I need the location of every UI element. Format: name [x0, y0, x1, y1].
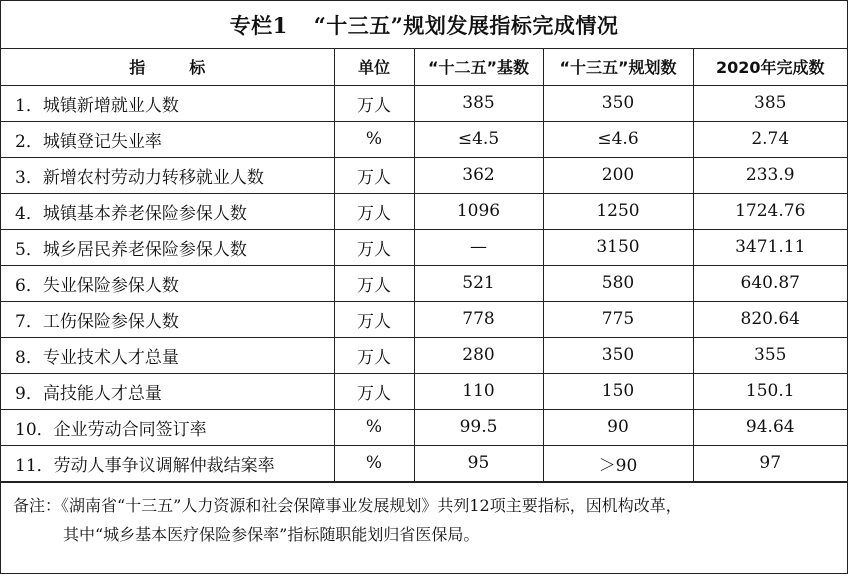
panel-title [1, 1, 847, 49]
header-12th-base: “十二五”基数 [414, 49, 543, 85]
table-row [1, 193, 847, 229]
cell-plan-13th: ＞90 [543, 445, 693, 481]
cell-actual-2020: 150.1 [693, 373, 847, 409]
cell-actual-2020: 820.64 [693, 301, 847, 337]
cell-base-12th: 110 [414, 373, 543, 409]
cell-base-12th: ≤4.5 [414, 121, 543, 157]
cell-base-12th: 385 [414, 85, 543, 121]
cell-actual-2020: 3471.11 [693, 229, 847, 265]
cell-base-12th: 362 [414, 157, 543, 193]
cell-actual-2020: 233.9 [693, 157, 847, 193]
cell-unit: % [334, 445, 414, 481]
cell-unit: % [334, 409, 414, 445]
cell-plan-13th: 350 [543, 85, 693, 121]
cell-actual-2020: 1724.76 [693, 193, 847, 229]
cell-plan-13th: 350 [543, 337, 693, 373]
cell-indicator-name: 5．城乡居民养老保险参保人数 [1, 229, 334, 265]
cell-indicator-name: 9．高技能人才总量 [1, 373, 334, 409]
cell-plan-13th: 200 [543, 157, 693, 193]
cell-unit: 万人 [334, 265, 414, 301]
cell-unit: 万人 [334, 301, 414, 337]
cell-plan-13th: 150 [543, 373, 693, 409]
cell-base-12th: 95 [414, 445, 543, 481]
table-header-row [1, 49, 847, 85]
table-body [1, 85, 847, 481]
cell-indicator-name: 8．专业技术人才总量 [1, 337, 334, 373]
cell-unit: 万人 [334, 337, 414, 373]
table-row [1, 85, 847, 121]
cell-unit: 万人 [334, 85, 414, 121]
cell-base-12th: — [414, 229, 543, 265]
table-row [1, 409, 847, 445]
cell-indicator-name: 11．劳动人事争议调解仲裁结案率 [1, 445, 334, 481]
table-row [1, 337, 847, 373]
panel-label: 专栏1 [229, 12, 288, 38]
cell-plan-13th: 775 [543, 301, 693, 337]
cell-plan-13th: 90 [543, 409, 693, 445]
cell-indicator-name: 10．企业劳动合同签订率 [1, 409, 334, 445]
footnote-line-1: 备注：《湖南省“十三五”人力资源和社会保障事业发展规划》共列12项主要指标，因机构改革， [13, 495, 682, 515]
cell-unit: % [334, 121, 414, 157]
table-row [1, 445, 847, 481]
cell-base-12th: 99.5 [414, 409, 543, 445]
indicator-table [1, 49, 847, 482]
cell-unit: 万人 [334, 229, 414, 265]
table-row [1, 373, 847, 409]
cell-actual-2020: 640.87 [693, 265, 847, 301]
table-row [1, 265, 847, 301]
cell-base-12th: 521 [414, 265, 543, 301]
cell-actual-2020: 97 [693, 445, 847, 481]
cell-unit: 万人 [334, 373, 414, 409]
header-13th-plan: “十三五”规划数 [543, 49, 693, 85]
header-unit: 单位 [334, 49, 414, 85]
header-2020-actual: 2020年完成数 [693, 49, 847, 85]
cell-base-12th: 778 [414, 301, 543, 337]
table-row [1, 229, 847, 265]
table-row [1, 121, 847, 157]
cell-actual-2020: 2.74 [693, 121, 847, 157]
cell-plan-13th: 1250 [543, 193, 693, 229]
cell-indicator-name: 1．城镇新增就业人数 [1, 85, 334, 121]
header-indicator: 指标 [1, 49, 334, 85]
cell-plan-13th: 3150 [543, 229, 693, 265]
cell-base-12th: 1096 [414, 193, 543, 229]
cell-actual-2020: 385 [693, 85, 847, 121]
cell-plan-13th: ≤4.6 [543, 121, 693, 157]
cell-actual-2020: 355 [693, 337, 847, 373]
cell-indicator-name: 4．城镇基本养老保险参保人数 [1, 193, 334, 229]
cell-indicator-name: 6．失业保险参保人数 [1, 265, 334, 301]
footnote-line-2: 其中“城乡基本医疗保险参保率”指标随职能划归省医保局。 [63, 524, 480, 544]
panel-title-text: “十三五”规划发展指标完成情况 [313, 12, 619, 38]
cell-plan-13th: 580 [543, 265, 693, 301]
cell-indicator-name: 3．新增农村劳动力转移就业人数 [1, 157, 334, 193]
cell-unit: 万人 [334, 193, 414, 229]
table-row [1, 301, 847, 337]
cell-indicator-name: 2．城镇登记失业率 [1, 121, 334, 157]
cell-base-12th: 280 [414, 337, 543, 373]
cell-actual-2020: 94.64 [693, 409, 847, 445]
table-row [1, 157, 847, 193]
cell-unit: 万人 [334, 157, 414, 193]
footnote [1, 482, 847, 549]
cell-indicator-name: 7．工伤保险参保人数 [1, 301, 334, 337]
